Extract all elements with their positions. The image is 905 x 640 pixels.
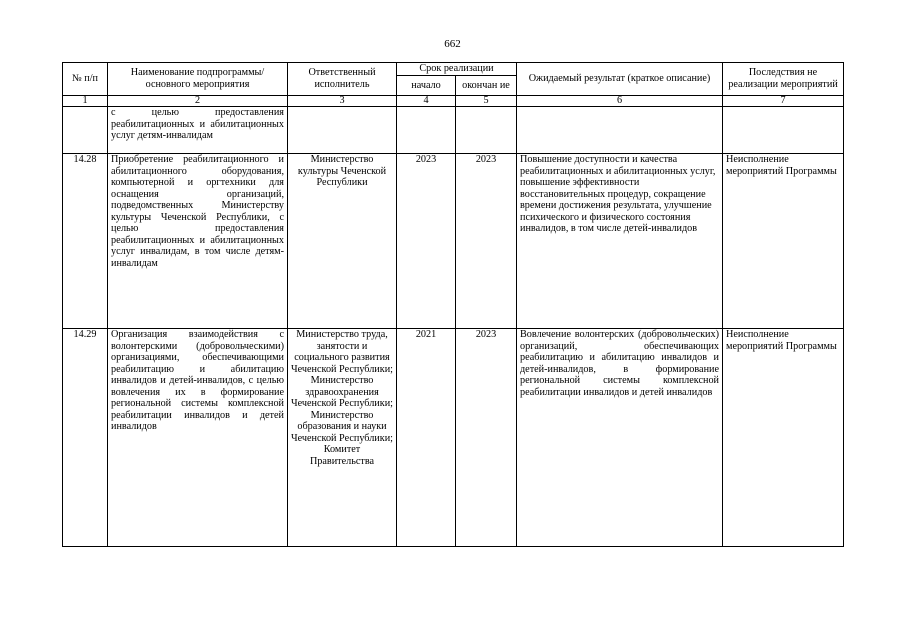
column-number: 2: [108, 96, 288, 107]
header-name: Наименование подпрограммы/ основного мероприятия: [108, 63, 288, 96]
row-result: Вовлечение волонтерских (добровольческих) организаций, обеспечивающих реабилитацию и абилитацию инвалидов и детей-инвалидов, в формирование региональной системы комплексной реабилитации инвалидов и детей инвалидов: [517, 329, 723, 547]
page-number: 662: [444, 38, 461, 50]
row-number: 14.29: [63, 329, 108, 547]
column-number: 5: [456, 96, 517, 107]
column-number: 7: [723, 96, 844, 107]
row-consequence: Неисполнение мероприятий Программы: [723, 329, 844, 547]
row-end: 2023: [456, 329, 517, 547]
row-name: Организация взаимодействия с волонтерскими (добровольческими) организациями, обеспечивающими реабилитацию и абилитацию инвалидов и детей-инвалидов, с целью вовлечения их в формирование региональной системы комплексной реабилитации инвалидов и детей инвалидов: [108, 329, 288, 547]
row-end: [456, 107, 517, 154]
header-consequence: Последствия не реализации мероприятий: [723, 63, 844, 96]
row-start: 2021: [397, 329, 456, 547]
table-row: [63, 107, 844, 154]
row-consequence: Неисполнение мероприятий Программы: [723, 154, 844, 329]
row-executor: Министерство труда, занятости и социального развития Чеченской Республики; Министерство здравоохранения Чеченской Республики; Министерство образования и науки Чеченской Республики; Комитет Правительства: [288, 329, 397, 547]
header-start: начало: [397, 76, 456, 96]
row-executor: Министерство культуры Чеченской Республики: [288, 154, 397, 329]
row-name: с целью предоставления реабилитационных и абилитационных услуг детям-инвалидам: [108, 107, 288, 154]
row-result: Повышение доступности и качества реабилитационных и абилитационных услуг, повышение эффективности восстановительных процедур, сокращение времени достижения результата, улучшение психического и физического состояния инвалидов, в том числе детей-инвалидов: [517, 154, 723, 329]
row-number: 14.28: [63, 154, 108, 329]
row-consequence: [723, 107, 844, 154]
row-executor: [288, 107, 397, 154]
row-result: [517, 107, 723, 154]
header-number: № п/п: [63, 63, 108, 96]
header-period: Срок реализации: [397, 63, 517, 76]
row-name: Приобретение реабилитационного и абилитационного оборудования, компьютерной и оргтехники для оснащения организаций, подведомственных Министерству культуры Чеченской Республики, с целью предоставления реабилитационных и абилитационных услуг инвалидам, в том числе детям-инвалидам: [108, 154, 288, 329]
column-number: 3: [288, 96, 397, 107]
column-number: 1: [63, 96, 108, 107]
row-start: 2023: [397, 154, 456, 329]
row-number: [63, 107, 108, 154]
row-start: [397, 107, 456, 154]
column-number: 6: [517, 96, 723, 107]
table-row: [63, 154, 844, 329]
program-table: [62, 62, 844, 547]
header-executor: Ответственный исполнитель: [288, 63, 397, 96]
column-number: 4: [397, 96, 456, 107]
row-end: 2023: [456, 154, 517, 329]
header-result: Ожидаемый результат (краткое описание): [517, 63, 723, 96]
table-row: [63, 329, 844, 547]
header-end: окончан ие: [456, 76, 517, 96]
